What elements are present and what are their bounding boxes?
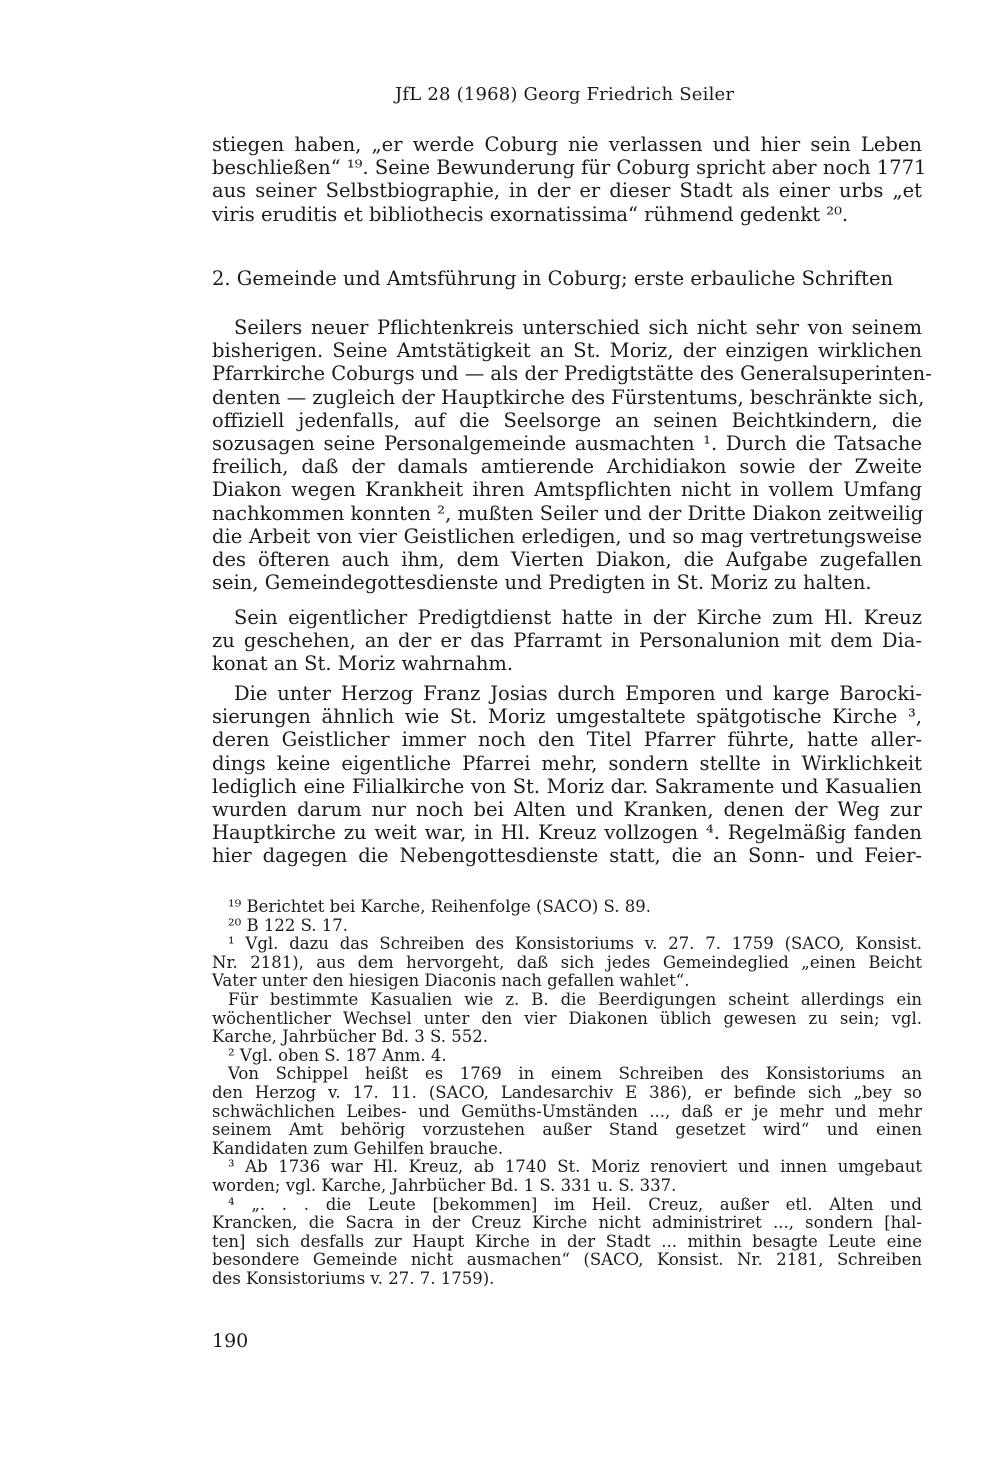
text-line: offiziell jedenfalls, auf die Seelsorge an seinen Beichtkindern, die bbox=[212, 408, 922, 432]
text-line: aus seiner Selbstbiographie, in der er dieser Stadt als einer urbs „et bbox=[212, 179, 922, 203]
footnote-line: ten] sich desfalls zur Haupt Kirche in der Stadt ... mithin besagte Leute eine bbox=[212, 1231, 922, 1251]
text-line: hier dagegen die Nebengottesdienste statt, die an Sonn- und Feier- bbox=[212, 844, 922, 868]
footnote bbox=[212, 1158, 922, 1195]
text-line: zu geschehen, an der er das Pfarramt in Personalunion mit dem Dia- bbox=[212, 629, 922, 653]
footnote-line: seinem Amt behörig vorzustehen außer Stand gesetzet wird“ und einen bbox=[212, 1120, 922, 1140]
footnote-line: Nr. 2181), aus dem hervorgeht, daß sich jedes Gemeindeglied „einen Beicht bbox=[212, 952, 922, 972]
footnote bbox=[212, 917, 922, 936]
footnote-line: wöchentlicher Wechsel unter den vier Diakonen üblich gewesen zu sein; vgl. bbox=[212, 1008, 922, 1028]
text-line: sierungen ähnlich wie St. Moriz umgestaltete spätgotische Kirche ³, bbox=[212, 705, 922, 729]
footnotes bbox=[212, 898, 922, 1288]
paragraph-1 bbox=[212, 316, 932, 595]
text-line: sein, Gemeindegottesdienste und Predigten in St. Moriz zu halten. bbox=[212, 571, 872, 595]
text-line: lediglich eine Filialkirche von St. Moriz dar. Sakramente und Kasualien bbox=[212, 774, 922, 798]
footnote-line: den Herzog v. 17. 11. (SACO, Landesarchiv E 386), er befinde sich „bey so bbox=[212, 1082, 922, 1102]
paragraph-3 bbox=[212, 682, 922, 868]
footnote bbox=[212, 1047, 922, 1066]
text-line: Die unter Herzog Franz Josias durch Emporen und karge Barocki- bbox=[234, 682, 922, 705]
text-line: stiegen haben, „er werde Coburg nie verlassen und hier sein Leben bbox=[212, 133, 922, 156]
footnote-line: ³ Ab 1736 war Hl. Kreuz, ab 1740 St. Moriz renoviert und innen umgebaut bbox=[228, 1157, 922, 1177]
text-line: Sein eigentlicher Predigtdienst hatte in der Kirche zum Hl. Kreuz bbox=[234, 606, 922, 629]
footnote-line: besondere Gemeinde nicht ausmachen“ (SACO, Konsist. Nr. 2181, Schreiben bbox=[212, 1250, 922, 1270]
text-line: Diakon wegen Krankheit ihren Amtspflichten nicht in vollem Umfang bbox=[212, 478, 922, 502]
text-line: bisherigen. Seine Amtstätigkeit an St. Moriz, der einzigen wirklichen bbox=[212, 339, 922, 363]
text-line: beschließen“ ¹⁹. Seine Bewunderung für Coburg spricht aber noch 1771 bbox=[212, 156, 927, 180]
text-line: die Arbeit von vier Geistlichen erledigen, und so mag vertretungsweise bbox=[212, 524, 922, 548]
footnote-line: ¹ Vgl. dazu das Schreiben des Konsistoriums v. 27. 7. 1759 (SACO, Konsist. bbox=[228, 934, 922, 954]
footnote bbox=[212, 898, 922, 917]
section-heading: 2. Gemeinde und Amtsführung in Coburg; erste erbauliche Schriften bbox=[212, 267, 894, 290]
footnote-line: Von Schippel heißt es 1769 in einem Schreiben des Konsistoriums an bbox=[228, 1064, 922, 1084]
page-number: 190 bbox=[212, 1330, 249, 1352]
footnote-line: Karche, Jahrbücher Bd. 3 S. 552. bbox=[212, 1027, 488, 1047]
footnote-line: Kandidaten zum Gehilfen brauche. bbox=[212, 1138, 504, 1158]
footnote-line: schwächlichen Leibes- und Gemüths-Umständen ..., daß er je mehr und mehr bbox=[212, 1101, 922, 1121]
text-line: dings keine eigentliche Pfarrei mehr, sondern stellte in Wirklichkeit bbox=[212, 751, 922, 775]
text-line: deren Geistlicher immer noch den Titel Pfarrer führte, hatte aller- bbox=[212, 728, 922, 752]
footnote-line: Für bestimmte Kasualien wie z. B. die Beerdigungen scheint allerdings ein bbox=[228, 989, 922, 1009]
text-line: nachkommen konnten ², mußten Seiler und der Dritte Diakon zeitweilig bbox=[212, 501, 924, 525]
text-line: viris eruditis et bibliothecis exornatissima“ rühmend gedenkt ²⁰. bbox=[212, 202, 849, 226]
opening-paragraph bbox=[212, 133, 927, 226]
text-line: konat an St. Moriz wahrnahm. bbox=[212, 652, 514, 676]
footnote-line: ² Vgl. oben S. 187 Anm. 4. bbox=[228, 1045, 447, 1065]
text-line: denten — zugleich der Hauptkirche des Fürstentums, beschränkte sich, bbox=[212, 385, 925, 409]
text-line: sozusagen seine Personalgemeinde ausmachten ¹. Durch die Tatsache bbox=[212, 432, 922, 456]
footnote-line: worden; vgl. Karche, Jahrbücher Bd. 1 S. 331 u. S. 337. bbox=[212, 1175, 677, 1195]
paragraph-2 bbox=[212, 606, 922, 676]
footnote bbox=[212, 935, 922, 991]
text-line: des öfteren auch ihm, dem Vierten Diakon, die Aufgabe zugefallen bbox=[212, 548, 922, 572]
footnote-line: ¹⁹ Berichtet bei Karche, Reihenfolge (SACO) S. 89. bbox=[228, 897, 651, 916]
footnote bbox=[212, 1065, 922, 1158]
footnote bbox=[212, 991, 922, 1047]
running-head: JfL 28 (1968) Georg Friedrich Seiler bbox=[395, 84, 735, 105]
footnote-line: Krancken, die Sacra in der Creuz Kirche nicht administriret ..., sondern [hal- bbox=[212, 1213, 922, 1233]
text-line: Seilers neuer Pflichtenkreis unterschied sich nicht sehr von seinem bbox=[234, 316, 922, 339]
footnote-line: ²⁰ B 122 S. 17. bbox=[228, 915, 349, 935]
text-line: wurden darum nur noch bei Alten und Kranken, denen der Weg zur bbox=[212, 798, 922, 822]
text-line: Pfarrkirche Coburgs und — als der Predigtstätte des Generalsuperinten- bbox=[212, 362, 932, 386]
footnote-line: des Konsistoriums v. 27. 7. 1759). bbox=[212, 1268, 495, 1288]
footnote-line: ⁴ „. . . die Leute [bekommen] im Heil. Creuz, außer etl. Alten und bbox=[228, 1194, 922, 1214]
text-line: Hauptkirche zu weit war, in Hl. Kreuz vollzogen ⁴. Regelmäßig fanden bbox=[212, 821, 922, 845]
text-line: freilich, daß der damals amtierende Archidiakon sowie der Zweite bbox=[212, 455, 922, 479]
footnote-line: Vater unter den hiesigen Diaconis nach gefallen wahlet“. bbox=[212, 971, 690, 991]
footnote bbox=[212, 1196, 922, 1289]
